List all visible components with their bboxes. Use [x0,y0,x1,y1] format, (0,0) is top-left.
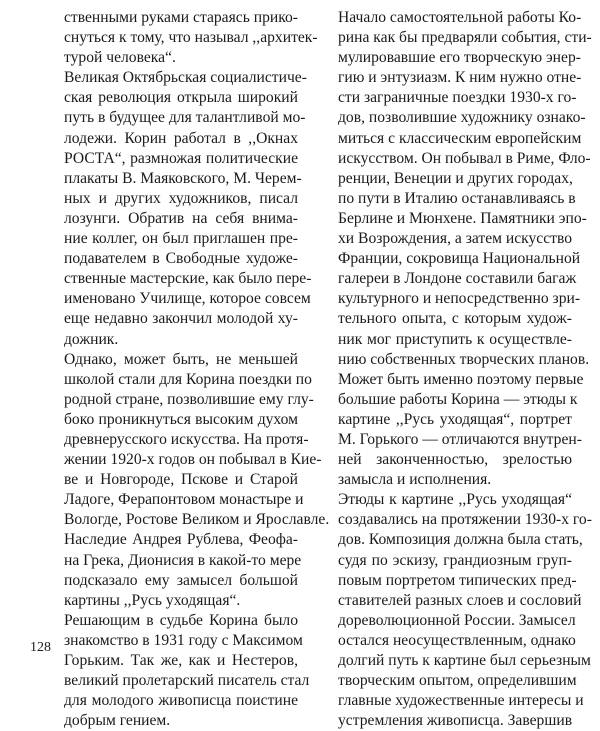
text-line: Наследие Андрея Рублева, Феофа- [64,531,298,549]
text-line: Горьким. Так же, как и Нестеров, [64,652,298,669]
text-line: ставителей разных слоев и сословий [338,591,582,609]
text-line: дов, позволившие художнику ознако- [338,109,586,127]
text-line: создавались на протяжении 1930-х го- [338,511,592,529]
text-line: Может быть именно поэтому первые [338,370,584,388]
text-line: судя по эскизу, грандиозным груп- [338,551,572,569]
text-line: родной стране, позволившие ему глу- [64,390,314,408]
left-text-column [64,8,330,731]
text-line: миться с классическим европейским [338,129,582,147]
text-line: хи Возрождения, а затем искусство [338,230,573,248]
text-line: путь в будущее для талантливой мо- [64,109,306,127]
text-line: большие работы Корина — этюды к [338,390,578,408]
text-line: школой стали для Корина поездки по [64,370,312,388]
text-line: дожник. [64,330,119,348]
right-text-column [338,8,592,731]
text-line: лодежи. Корин работал в ,,Окнах [64,129,298,147]
text-line: рина как бы предваряли события, сти- [338,29,592,47]
text-line: плакаты В. Маяковского, М. Черем- [64,169,302,187]
text-line: Решающим в судьбе Корина было [64,611,298,629]
text-line: Начало самостоятельной работы Ко- [338,9,582,26]
text-line: долгий путь к картине был серьезным [338,652,591,669]
text-line: ственными руками стараясь прико- [64,9,298,26]
text-line: на Грека, Дионисия в какой-то мере [64,551,302,569]
text-line: ренции, Венеции и других городах, [338,169,573,187]
text-line: М. Горького — отличаются внутрен- [338,430,582,448]
text-line: тельного опыта, с которым худож- [338,310,572,328]
text-line: добрым гением. [64,712,171,730]
text-line: галереи в Лондоне составили багаж [338,270,577,288]
text-line: РОСТА“, размножая политические [64,149,298,167]
text-line: ственные мастерские, как было пере- [64,270,312,288]
text-line: Вологде, Ростове Великом и Ярославле. [64,511,330,529]
text-line: турой человека“. [64,49,176,67]
text-line: Берлине и Мюнхене. Памятники эпо- [338,209,587,227]
text-line: картины ,,Русь уходящая“. [64,591,241,609]
text-line: ская революция открыла широкий [64,89,298,107]
text-line: по пути в Италию останавливаясь в [338,189,576,207]
text-line: дов. Композиция должна была стать, [338,531,583,549]
text-line: главные художественные интересы и [338,692,584,710]
text-line: боко проникнуться высоким духом [64,410,298,428]
text-line: именовано Училище, которое совсем [64,290,311,308]
text-line: жении 1920-х годов он побывал в Кие- [64,451,322,469]
page-number: 128 [30,640,51,655]
text-line: Этюды к картине ,,Русь уходящая“ [338,491,572,509]
text-line: Великая Октябрьская социалистиче- [64,69,307,87]
text-line: ней законченностью, зрелостью [338,451,572,469]
text-line: остался неосуществленным, однако [338,631,576,649]
text-line: устремления живописца. Завершив [338,712,573,730]
text-line: Однако, может быть, не меньшей [64,350,298,368]
text-line: культурного и непосредственно зри- [338,290,581,308]
text-line: для молодого живописца поистине [64,692,298,710]
text-line: снуться к тому, что называл ,,архитек- [64,29,318,47]
text-line: древнерусского искусства. На протя- [64,430,309,448]
text-line: знакомство в 1931 году с Максимом [64,631,303,649]
text-line: лозунги. Обратив на себя внима- [64,209,298,227]
text-line: ние коллег, он был приглашен пре- [64,230,298,248]
text-line: замысла и исполнения. [338,471,492,489]
text-line: Ладоге, Ферапонтовом монастыре и [64,491,304,509]
text-line: ник мог приступить к осуществле- [338,330,572,348]
text-line: еще недавно закончил молодой ху- [64,310,298,328]
text-line: ве и Новгороде, Пскове и Старой [64,471,298,489]
text-line: сти заграничные поездки 1930-х го- [338,89,577,107]
text-line: ных и других художников, писал [64,189,298,207]
text-line: подавателем в Свободные художе- [64,250,298,268]
text-line: дореволюционной России. Замысел [338,611,576,629]
text-line: повым портретом типических пред- [338,571,577,589]
text-line: мулировавшие его творческую энер- [338,49,581,67]
text-line: великий пролетарский писатель стал [64,672,310,690]
text-line: Франции, сокровища Национальной [338,250,581,268]
text-line: гию и энтузиазм. К ним нужно отне- [338,69,582,87]
text-line: подсказало ему замысел большой [64,571,298,589]
text-line: картине ,,Русь уходящая“, портрет [338,410,572,428]
text-line: искусством. Он побывал в Риме, Фло- [338,149,591,167]
text-line: нию собственных творческих планов. [338,350,590,368]
text-line: творческим опытом, определившим [338,672,577,690]
